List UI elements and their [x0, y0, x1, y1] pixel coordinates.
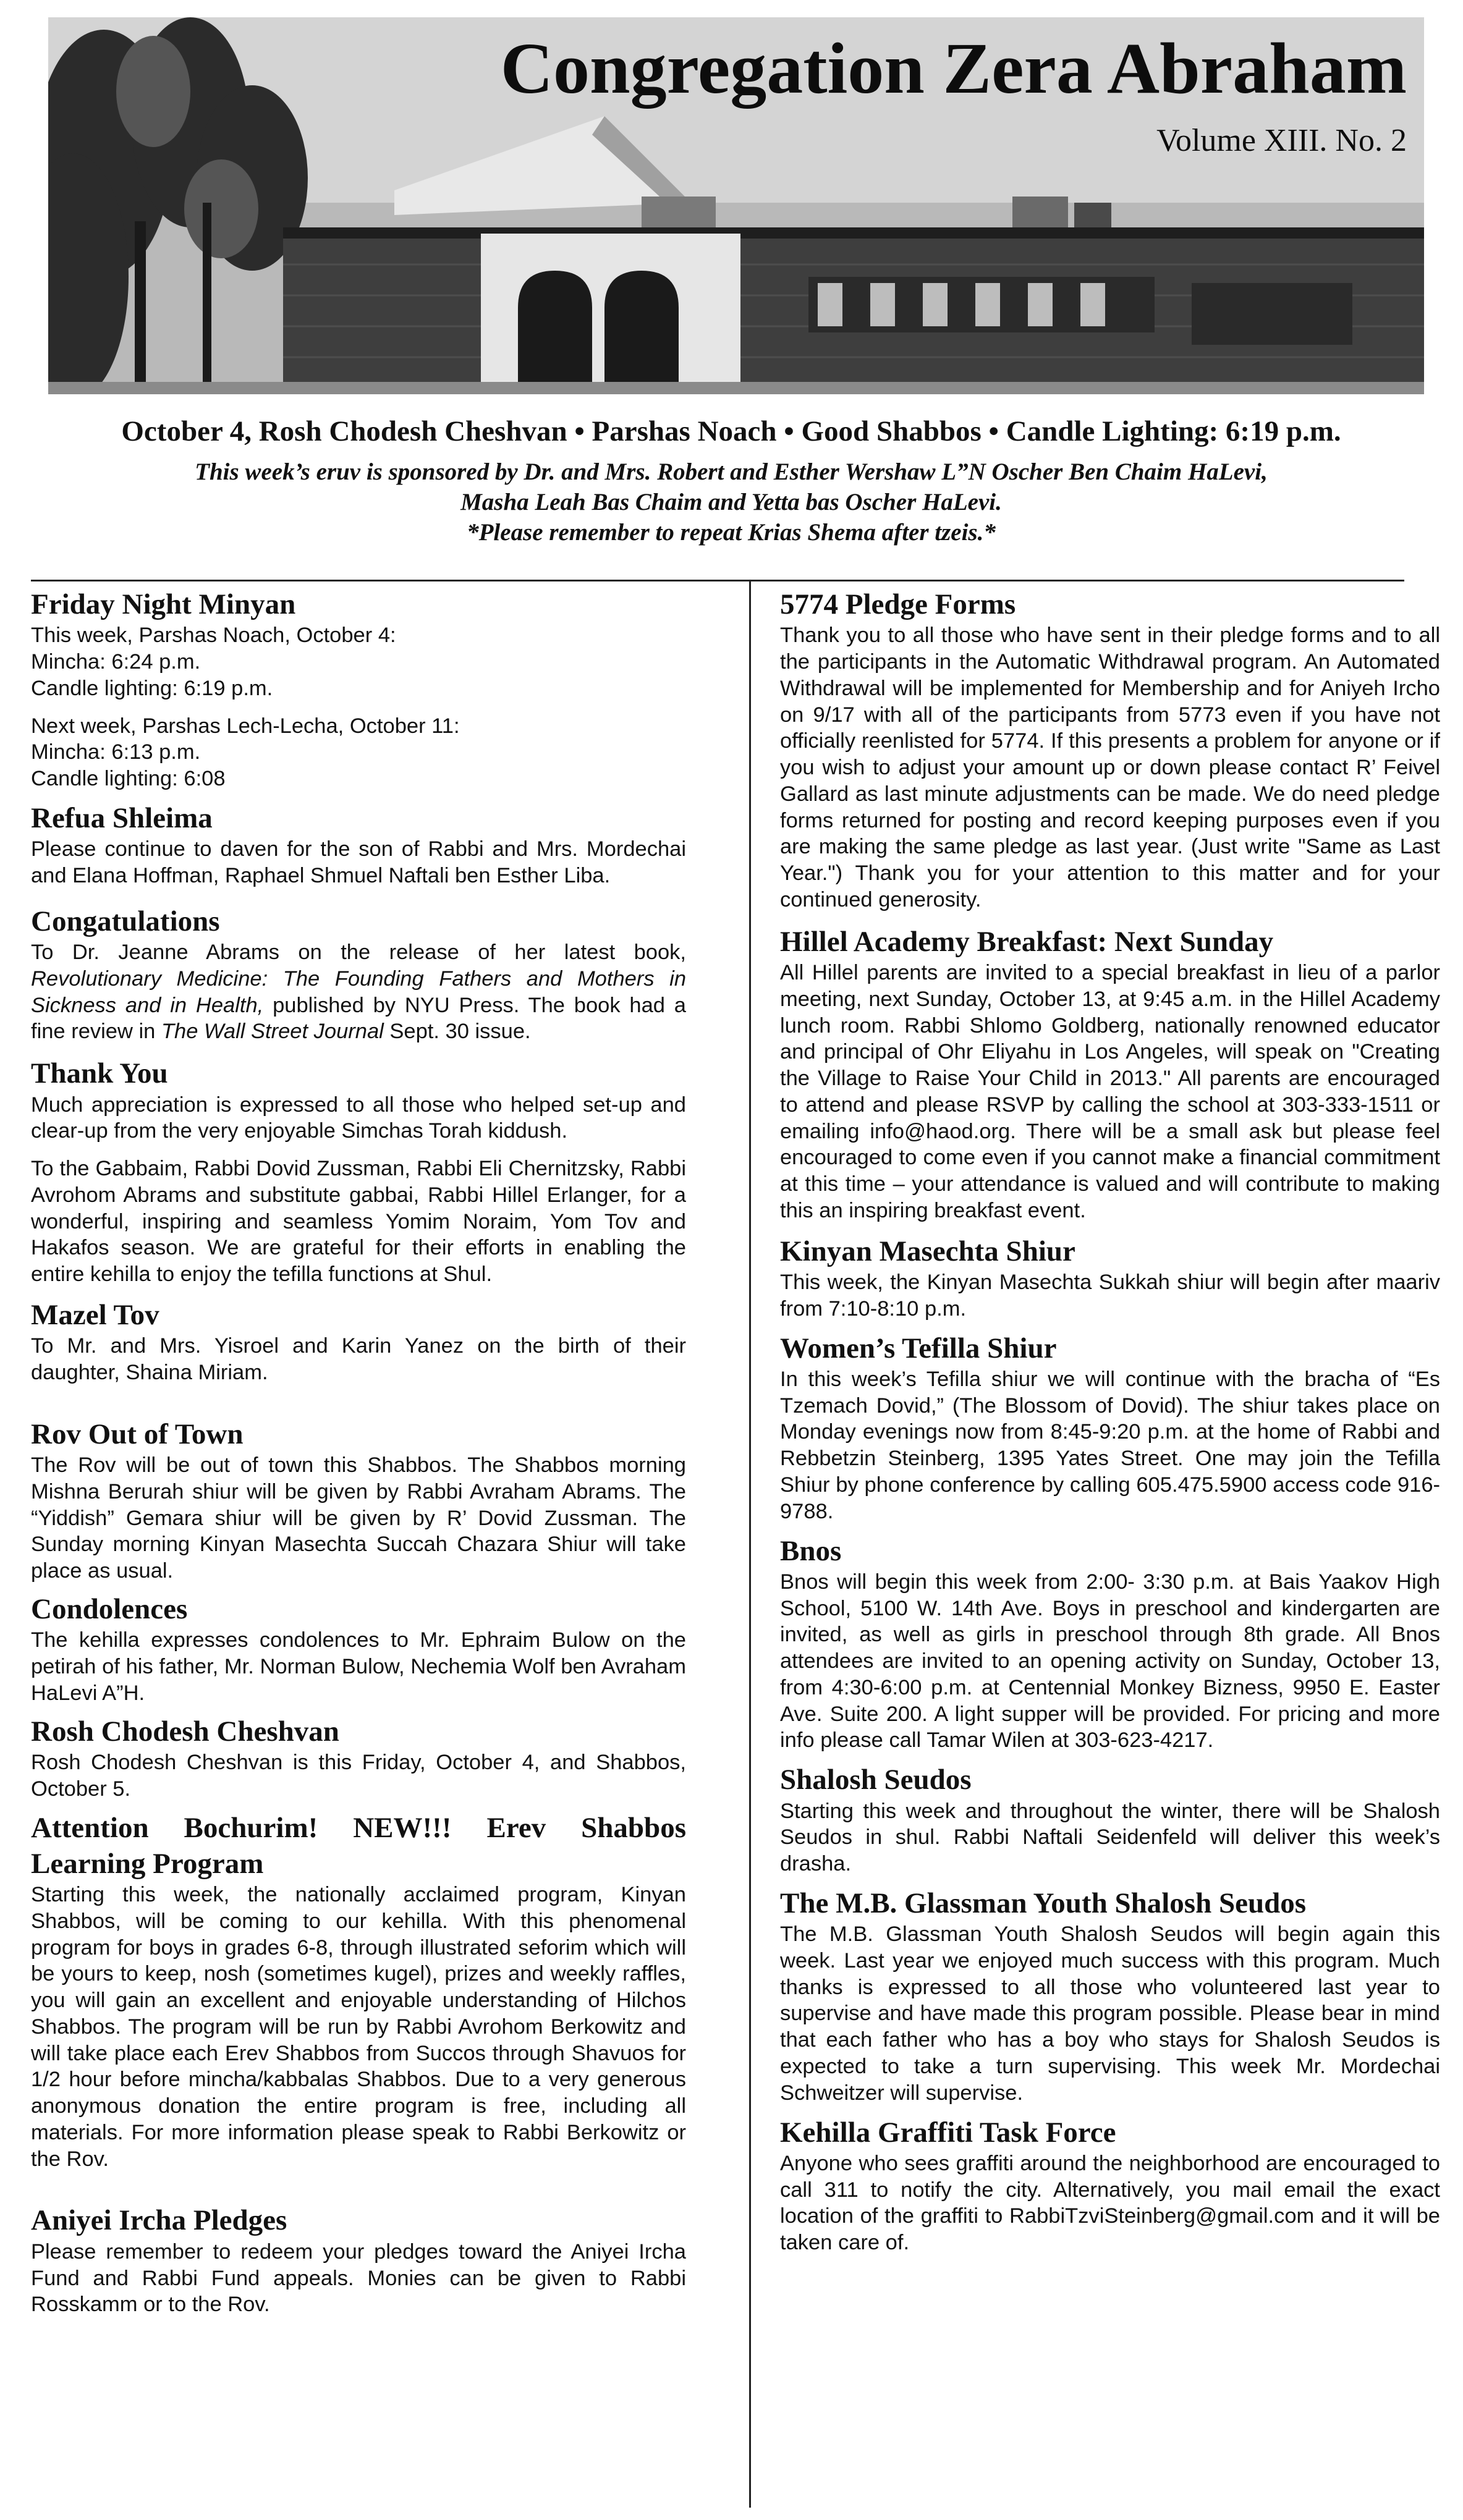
left-column [31, 587, 686, 2318]
article-heading: Kehilla Graffiti Task Force [780, 2116, 1116, 2149]
book-title: Revolutionary Medicine: The Founding Fathers and Mothers in Sickness and in Health, [31, 966, 686, 1017]
article-text [31, 713, 686, 792]
article-text: Starting this week, the nationally acclaimed program, Kinyan Shabbos, will be coming to our kehilla. With this phenomenal program for boys in grades 6-8, through illustrated seforim which will be yours to keep, nosh (sometimes kugel), prizes and weekly raffles, you will gain an excellent and enjoyable understanding of Hilchos Shabbos. The program will be run by Rabbi Avrohom Berkowitz and will take place each Erev Shabbos from Succos through Shavuos for 1/2 hour before mincha/kabbalas Shabbos. Due to a very generous anonymous donation the entire program is free, including all materials. For more information please speak to Rabbi Berkowitz or the Rov. [31, 1883, 686, 2171]
article-rov-out-of-town [31, 1417, 686, 1584]
article-heading: Thank You [31, 1057, 168, 1090]
article-text: Bnos will begin this week from 2:00- 3:30 p.m. at Bais Yaakov High School, 5100 W. 14th Ave. Boys in preschool and kindergarten are invited, as well as girls in preschool through 8th grade. All Bnos attendees are invited to an opening activity on Sunday, October 13, from 4:30-6:00 p.m. at Centennial Monkey Bizness, 9950 E. Easter Ave. Suite 200. A light supper will be provided. For pricing and more info please call Tamar Wilen at 303-623-4217. [780, 1570, 1440, 1753]
column-divider [749, 580, 751, 2508]
article-rosh-chodesh [31, 1714, 686, 1803]
article-shalosh-seudos [780, 1762, 1440, 1877]
article-heading: Friday Night Minyan [31, 588, 296, 620]
article-heading: Hillel Academy Breakfast: Next Sunday [780, 925, 1274, 958]
date-line: October 4, Rosh Chodesh Cheshvan • Parshas Noach • Good Shabbos • Candle Lighting: 6:19 p.m. [121, 415, 1341, 447]
newspaper-title: The Wall Street Journal [161, 1020, 384, 1044]
article-heading: Rov Out of Town [31, 1418, 244, 1450]
article-heading: Condolences [31, 1592, 188, 1625]
article-aniyei-ircha [31, 2203, 686, 2318]
article-hillel-breakfast [780, 924, 1440, 1224]
schedule-line: Mincha: 6:24 p.m. [31, 650, 201, 674]
schedule-line: Candle lighting: 6:08 [31, 767, 226, 791]
article-text: This week, the Kinyan Masechta Sukkah shiur will begin after maariv from 7:10-8:10 p.m. [780, 1271, 1440, 1321]
article-text: Rosh Chodesh Cheshvan is this Friday, October 4, and Shabbos, October 5. [31, 1750, 686, 1801]
article-heading: Rosh Chodesh Cheshvan [31, 1715, 339, 1748]
schedule-line: Candle lighting: 6:19 p.m. [31, 676, 273, 700]
article-refua-shleima [31, 801, 686, 889]
article-congratulations [31, 904, 686, 1045]
article-friday-night-minyan [31, 587, 686, 792]
schedule-line: Next week, Parshas Lech-Lecha, October 11: [31, 714, 460, 738]
header-divider [31, 580, 1404, 581]
text-run: Sept. 30 issue. [383, 1020, 531, 1044]
article-text: The Rov will be out of town this Shabbos. The Shabbos morning Mishna Berurah shiur will be given by Rabbi Avraham Abrams. The “Yiddish” Gemara shiur will be given by R’ Dovid Zussman. The Sunday morning Kinyan Masechta Succah Chazara Shiur will take place as usual. [31, 1453, 686, 1583]
article-bochurim-program [31, 1811, 686, 2172]
shema-reminder: *Please remember to repeat Krias Shema after tzeis.* [467, 519, 996, 546]
newsletter-title: Congregation Zera Abraham [500, 28, 1407, 109]
article-heading: Women’s Tefilla Shiur [780, 1332, 1057, 1364]
article-heading: Kinyan Masechta Shiur [780, 1235, 1075, 1267]
article-text: To the Gabbaim, Rabbi Dovid Zussman, Rabbi Eli Chernitzsky, Rabbi Avrohom Abrams and substitute gabbai, Rabbi Hillel Erlanger, for a wonderful, inspiring and seamless Yomim Noraim, Yom Tov and Hakafos season. We are grateful for their efforts in enabling the entire kehilla to enjoy the tefilla functions at Shul. [31, 1157, 686, 1287]
info-strip [37, 413, 1425, 548]
article-heading: Refua Shleima [31, 801, 213, 834]
article-mazel-tov [31, 1298, 686, 1386]
article-text [31, 622, 686, 701]
article-heading: Shalosh Seudos [780, 1764, 972, 1796]
article-graffiti-task-force [780, 2115, 1440, 2256]
article-pledge-forms [780, 587, 1440, 913]
article-glassman-youth [780, 1886, 1440, 2107]
article-heading: Mazel Tov [31, 1298, 159, 1331]
article-text: To Mr. and Mrs. Yisroel and Karin Yanez on the birth of their daughter, Shaina Miriam. [31, 1334, 686, 1384]
article-text: Thank you to all those who have sent in their pledge forms and to all the participants in the Automatic Withdrawal program. An Automated Withdrawal will be implemented for Membership and for Aniyeh Ircho on 9/17 with all of the participants from 5773 even if you have not officially reenlisted for 5774. If this presents a problem for anyone or if you wish to adjust your amount up or down please contact R’ Feivel Gallard as last minute adjustments can be made. We do need pledge forms returned for posting and record keeping purposes even if you are making the same pledge as last year. (Just write "Same as Last Year.") Thank you for your attention to this matter and for your continued generosity. [780, 624, 1440, 911]
article-thank-you [31, 1056, 686, 1288]
article-text: In this week’s Tefilla shiur we will continue with the bracha of “Es Tzemach Dovid,” (The Blossom of Dovid). The shiur takes place on Monday evenings now from 8:45-9:20 p.m. at the home of Rabbi and Rebbetzin Steinberg, 1395 Yates Street. One may join the Tefilla Shiur by phone conference by calling 605.475.5900 access code 916-9788. [780, 1367, 1440, 1523]
article-heading: Congatulations [31, 905, 220, 937]
article-text: Please remember to redeem your pledges toward the Aniyei Ircha Fund and Rabbi Fund appeals. Monies can be given to Rabbi Rosskamm or to the Rov. [31, 2239, 686, 2317]
article-heading: The M.B. Glassman Youth Shalosh Seudos [780, 1887, 1307, 1919]
text-run: To Dr. Jeanne Abrams on the release of her latest book, [31, 941, 686, 965]
masthead-banner [48, 17, 1424, 394]
right-column [780, 587, 1440, 2256]
article-bnos [780, 1534, 1440, 1754]
article-text: Much appreciation is expressed to all those who helped set-up and clear-up from the very enjoyable Simchas Torah kiddush. [31, 1093, 686, 1143]
text-run: published by NYU Press. The book had a fine review in [31, 993, 686, 1044]
eruv-sponsor-line-2: Masha Leah Bas Chaim and Yetta bas Oscher HaLevi. [460, 489, 1002, 516]
eruv-sponsor-line-1: This week’s eruv is sponsored by Dr. and Mrs. Robert and Esther Wershaw L”N Oscher Ben Chaim HaLevi, [195, 459, 1268, 486]
article-text: All Hillel parents are invited to a special breakfast in lieu of a parlor meeting, next Sunday, October 13, at 9:45 a.m. in the Hillel Academy lunch room. Rabbi Shlomo Goldberg, nationally renowned educator and principal of Ohr Eliyahu in Los Angeles, will speak on "Creating the Village to Raise Your Child in 2013." All parents are encouraged to attend and please RSVP by calling the school at 303-333-1511 or emailing info@haod.org. There will be a small ask but please feel encouraged to come even if you cannot make a financial commitment at this time – your attendance is valued and will contribute to making this an inspiring breakfast event. [780, 961, 1440, 1222]
article-text: Starting this week and throughout the winter, there will be Shalosh Seudos in shul. Rabbi Naftali Seidenfeld will deliver this week’s drasha. [780, 1799, 1440, 1876]
article-condolences [31, 1592, 686, 1707]
volume-number: Volume XIII. No. 2 [1156, 123, 1407, 158]
article-heading: Aniyei Ircha Pledges [31, 2204, 287, 2237]
schedule-line: This week, Parshas Noach, October 4: [31, 624, 396, 648]
schedule-line: Mincha: 6:13 p.m. [31, 740, 201, 764]
article-kinyan-masechta [780, 1234, 1440, 1322]
article-text: Please continue to daven for the son of Rabbi and Mrs. Mordechai and Elana Hoffman, Raphael Shmuel Naftali ben Esther Liba. [31, 837, 686, 888]
article-text: Anyone who sees graffiti around the neighborhood are encouraged to call 311 to notify the city. Alternatively, you mail email the exact location of the graffiti to RabbiTzviSteinberg@gmail.com and it will be taken care of. [780, 2151, 1440, 2255]
article-text [31, 939, 686, 1045]
article-heading: Attention Bochurim! NEW!!! Erev Shabbos Learning Program [31, 1812, 686, 1880]
article-text: The kehilla expresses condolences to Mr. Ephraim Bulow on the petirah of his father, Mr. Norman Bulow, Nechemia Wolf ben Avraham HaLevi A”H. [31, 1628, 686, 1705]
article-heading: Bnos [780, 1534, 842, 1567]
article-heading: 5774 Pledge Forms [780, 588, 1016, 620]
article-womens-tefilla [780, 1331, 1440, 1525]
article-text: The M.B. Glassman Youth Shalosh Seudos will begin again this week. Last year we enjoyed much success with this program. Much thanks is expressed to all those who volunteered last year to supervise and have made this program possible. Please bear in mind that each father who has a boy who stays for Shalosh Seudos is expected to take a turn supervising. This week Mr. Mordechai Schweitzer will supervise. [780, 1922, 1440, 2105]
